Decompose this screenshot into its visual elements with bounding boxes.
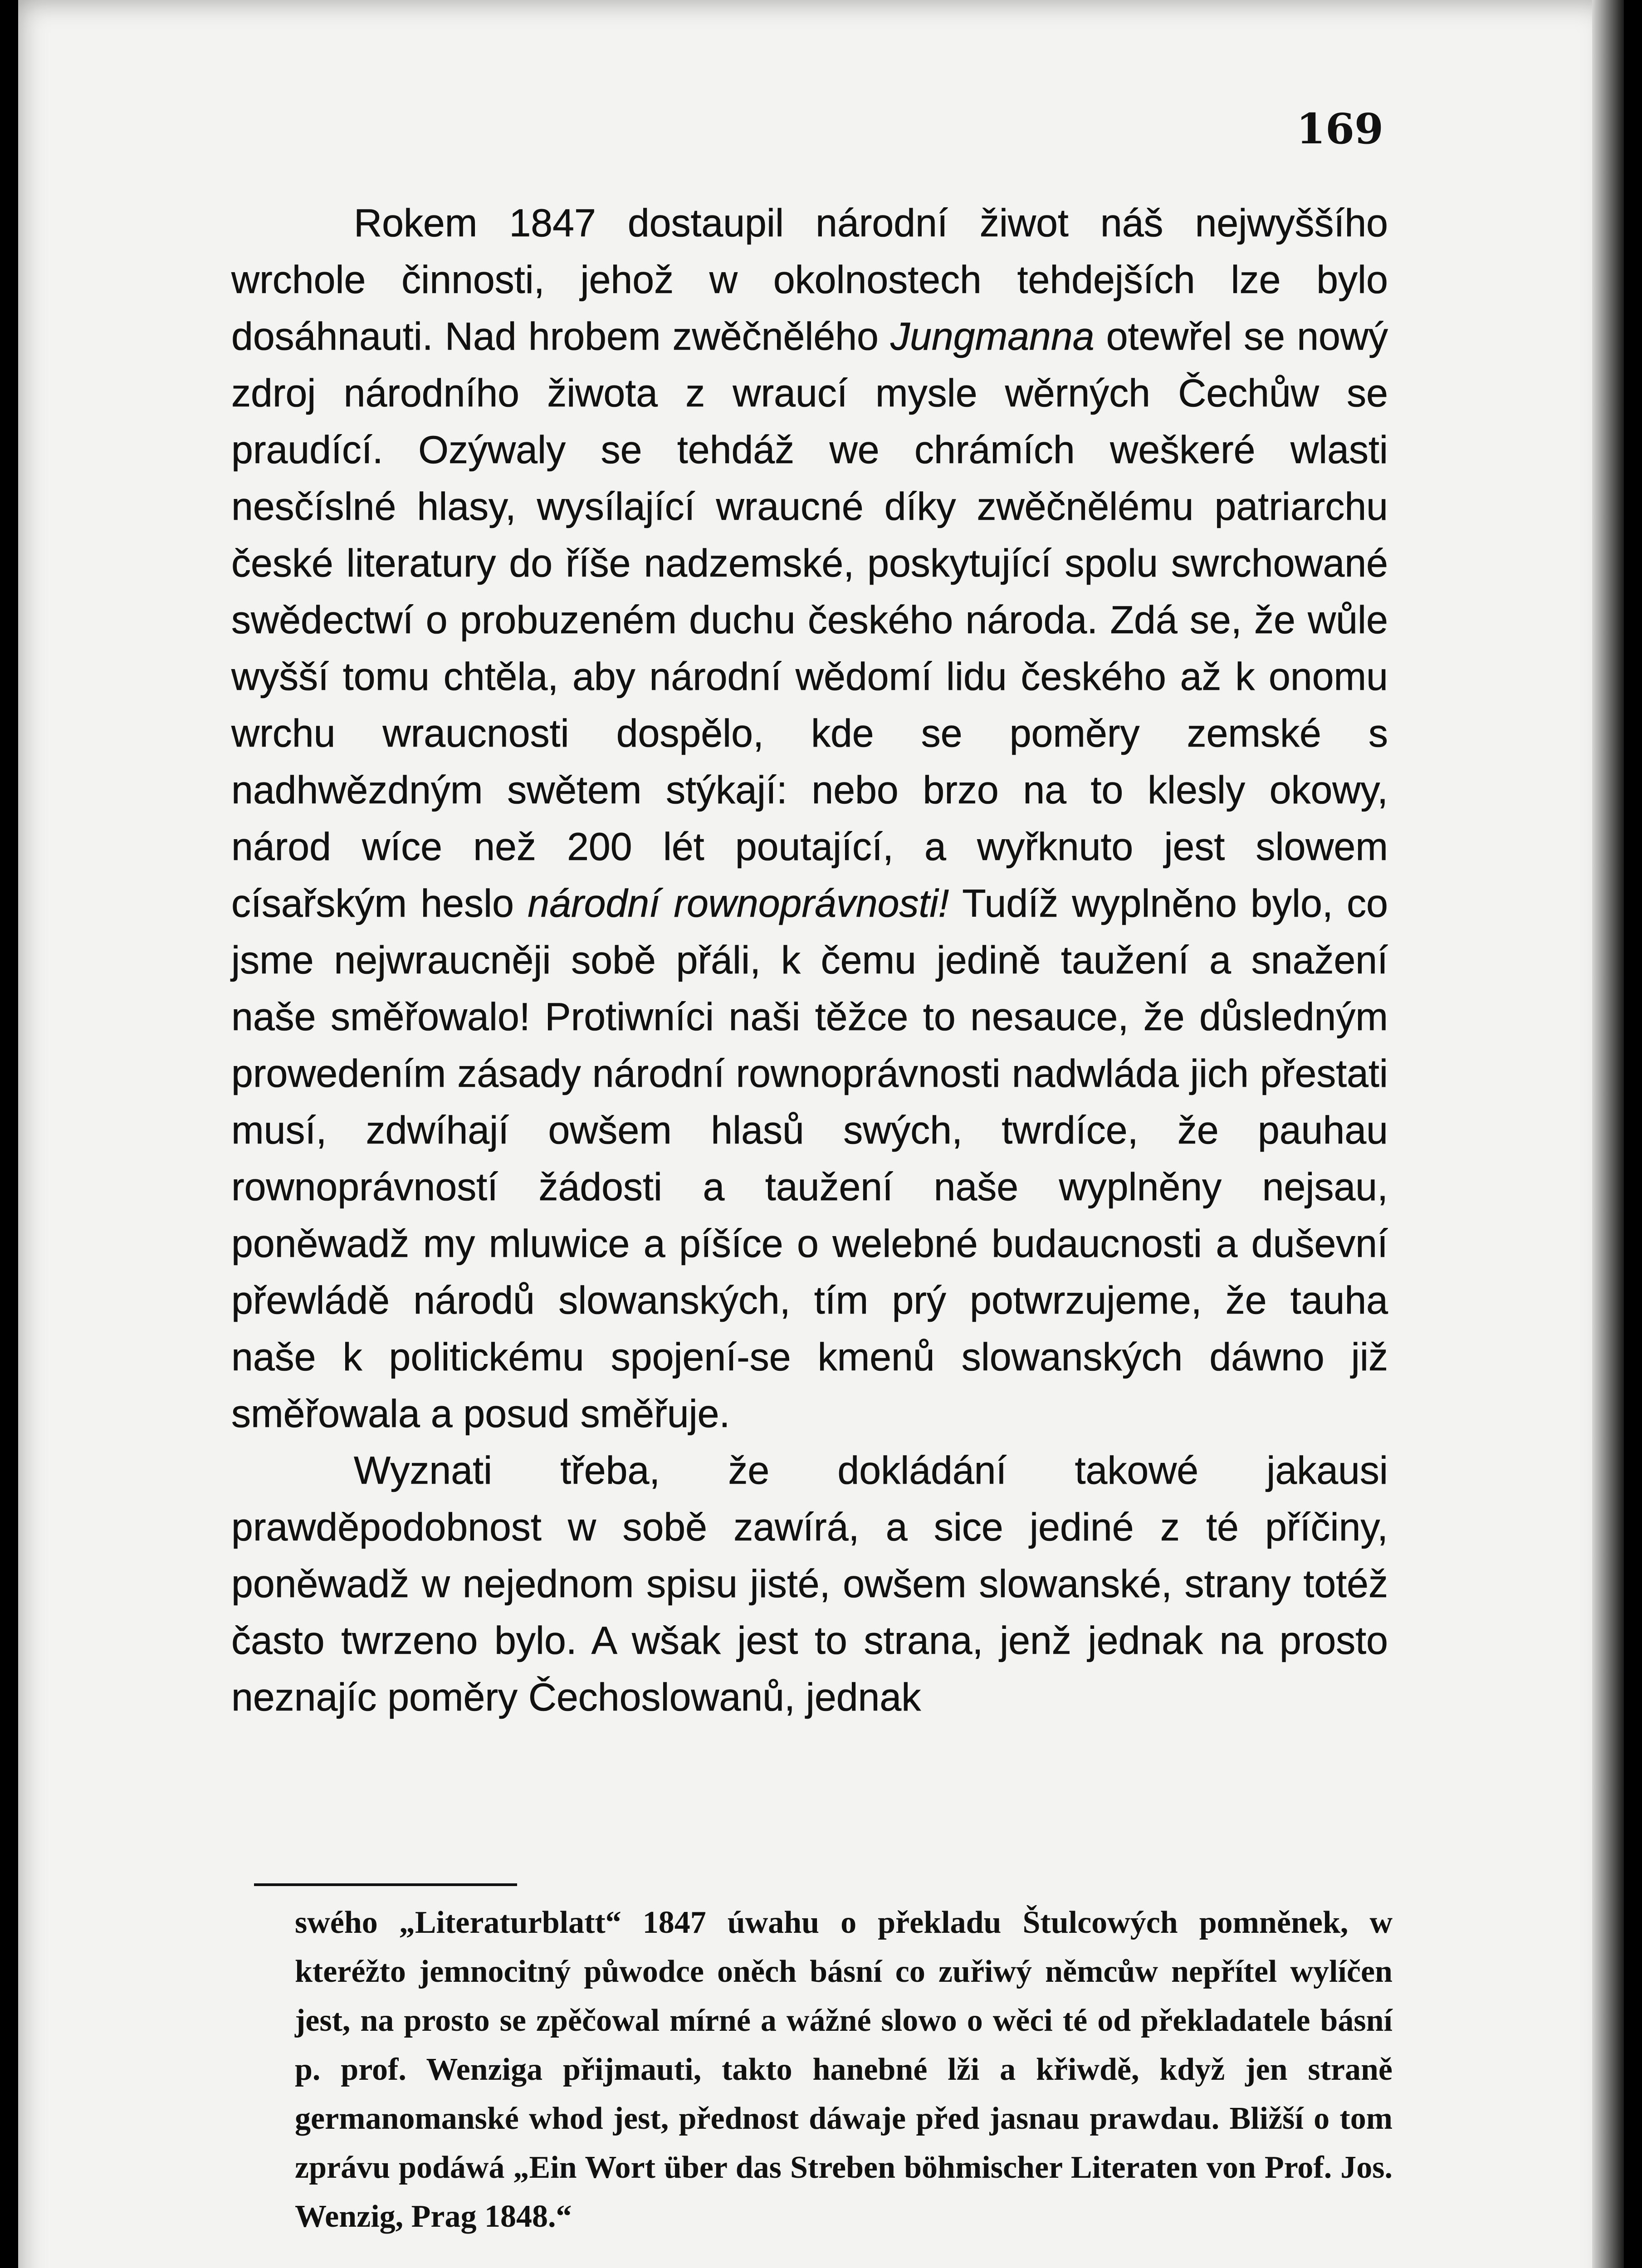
book-page [18,0,1610,2268]
emphasis-rownopravnost: národní rownoprávnosti! [528,882,949,925]
page-number: 169 [1296,104,1383,153]
paragraph-1-part-3: Tudíž wyplněno bylo, co jsme nejwraucněji sobě přáli, k čemu jedině taužení a snažení naše směřowalo! Protiwníci naši těžce to nesauce, že důsledným prowedením zásady národní rownoprávnosti nadwláda jich přestati musí, zdwíhají owšem hlasů swých, twrdíce, že pauhau rownoprávností žádosti a taužení naše wyplněny nejsau, poněwadž my mluwice a píšíce o welebné budaucnosti a duševní přewládě národů slowanských, tím prý potwrzujeme, že tauha naše k politickému spojení-se kmenů slowanských dáwno již směřowala a posud směřuje. [231,882,1388,1436]
main-text [231,195,1388,1726]
paragraph-1 [231,195,1388,1442]
scan-edge [1592,0,1624,2268]
footnote-divider [254,1883,517,1886]
footnote [295,1898,1393,2241]
emphasis-jungmanna: Jungmanna [890,315,1095,358]
paragraph-2: Wyznati třeba, že dokládání takowé jakausi prawděpodobnost w sobě zawírá, a sice jediné z té příčiny, poněwadž w nejednom spisu jisté, owšem slowanské, strany totéž často twrzeno bylo. A wšak jest to strana, jenž jednak na prosto neznajíc poměry Čechoslowanů, jednak [231,1449,1388,1719]
footnote-text: swého „Literaturblatt“ 1847 úwahu o překladu Štulcowých pomněnek, w kteréžto jemnocitný půwodce oněch básní co zuřiwý němcůw nepřítel wylíčen jest, na prosto se zpěčowal mírné a wážné slowo o wěci té od překladatele básní p. prof. Wenziga přijmauti, takto hanebné lži a křiwdě, když jen straně germanomanské whod jest, přednost dáwaje před jasnau prawdau. Bližší o tom zprávu podáwá „Ein Wort über das Streben böhmischer Literaten von Prof. Jos. Wenzig, Prag 1848.“ [295,1905,1393,2234]
paragraph-1-part-2: otewřel se nowý zdroj národního žiwota z wraucí mysle wěrných Čechůw se praudící. Ozýwaly se tehdáž we chrámích weškeré wlasti nesčíslné hlasy, wysílající wraucné díky zwěčnělému patriarchu české literatury do říše nadzemské, poskytující spolu swrchowané swědectwí o probuzeném duchu českého národa. Zdá se, že wůle wyšší tomu chtěla, aby národní wědomí lidu českého až k onomu wrchu wraucnosti dospělo, kde se poměry zemské s nadhwězdným swětem stýkají: nebo brzo na to klesly okowy, národ wíce než 200 lét poutající, a wyřknuto jest slowem císařským heslo [231,315,1388,925]
paragraph-1-part-1: Rokem 1847 dostaupil národní žiwot náš nejwyššího wrchole činnosti, jehož w okolnostech tehdejších lze bylo dosáhnauti. Nad hrobem zwěčnělého [231,201,1388,358]
